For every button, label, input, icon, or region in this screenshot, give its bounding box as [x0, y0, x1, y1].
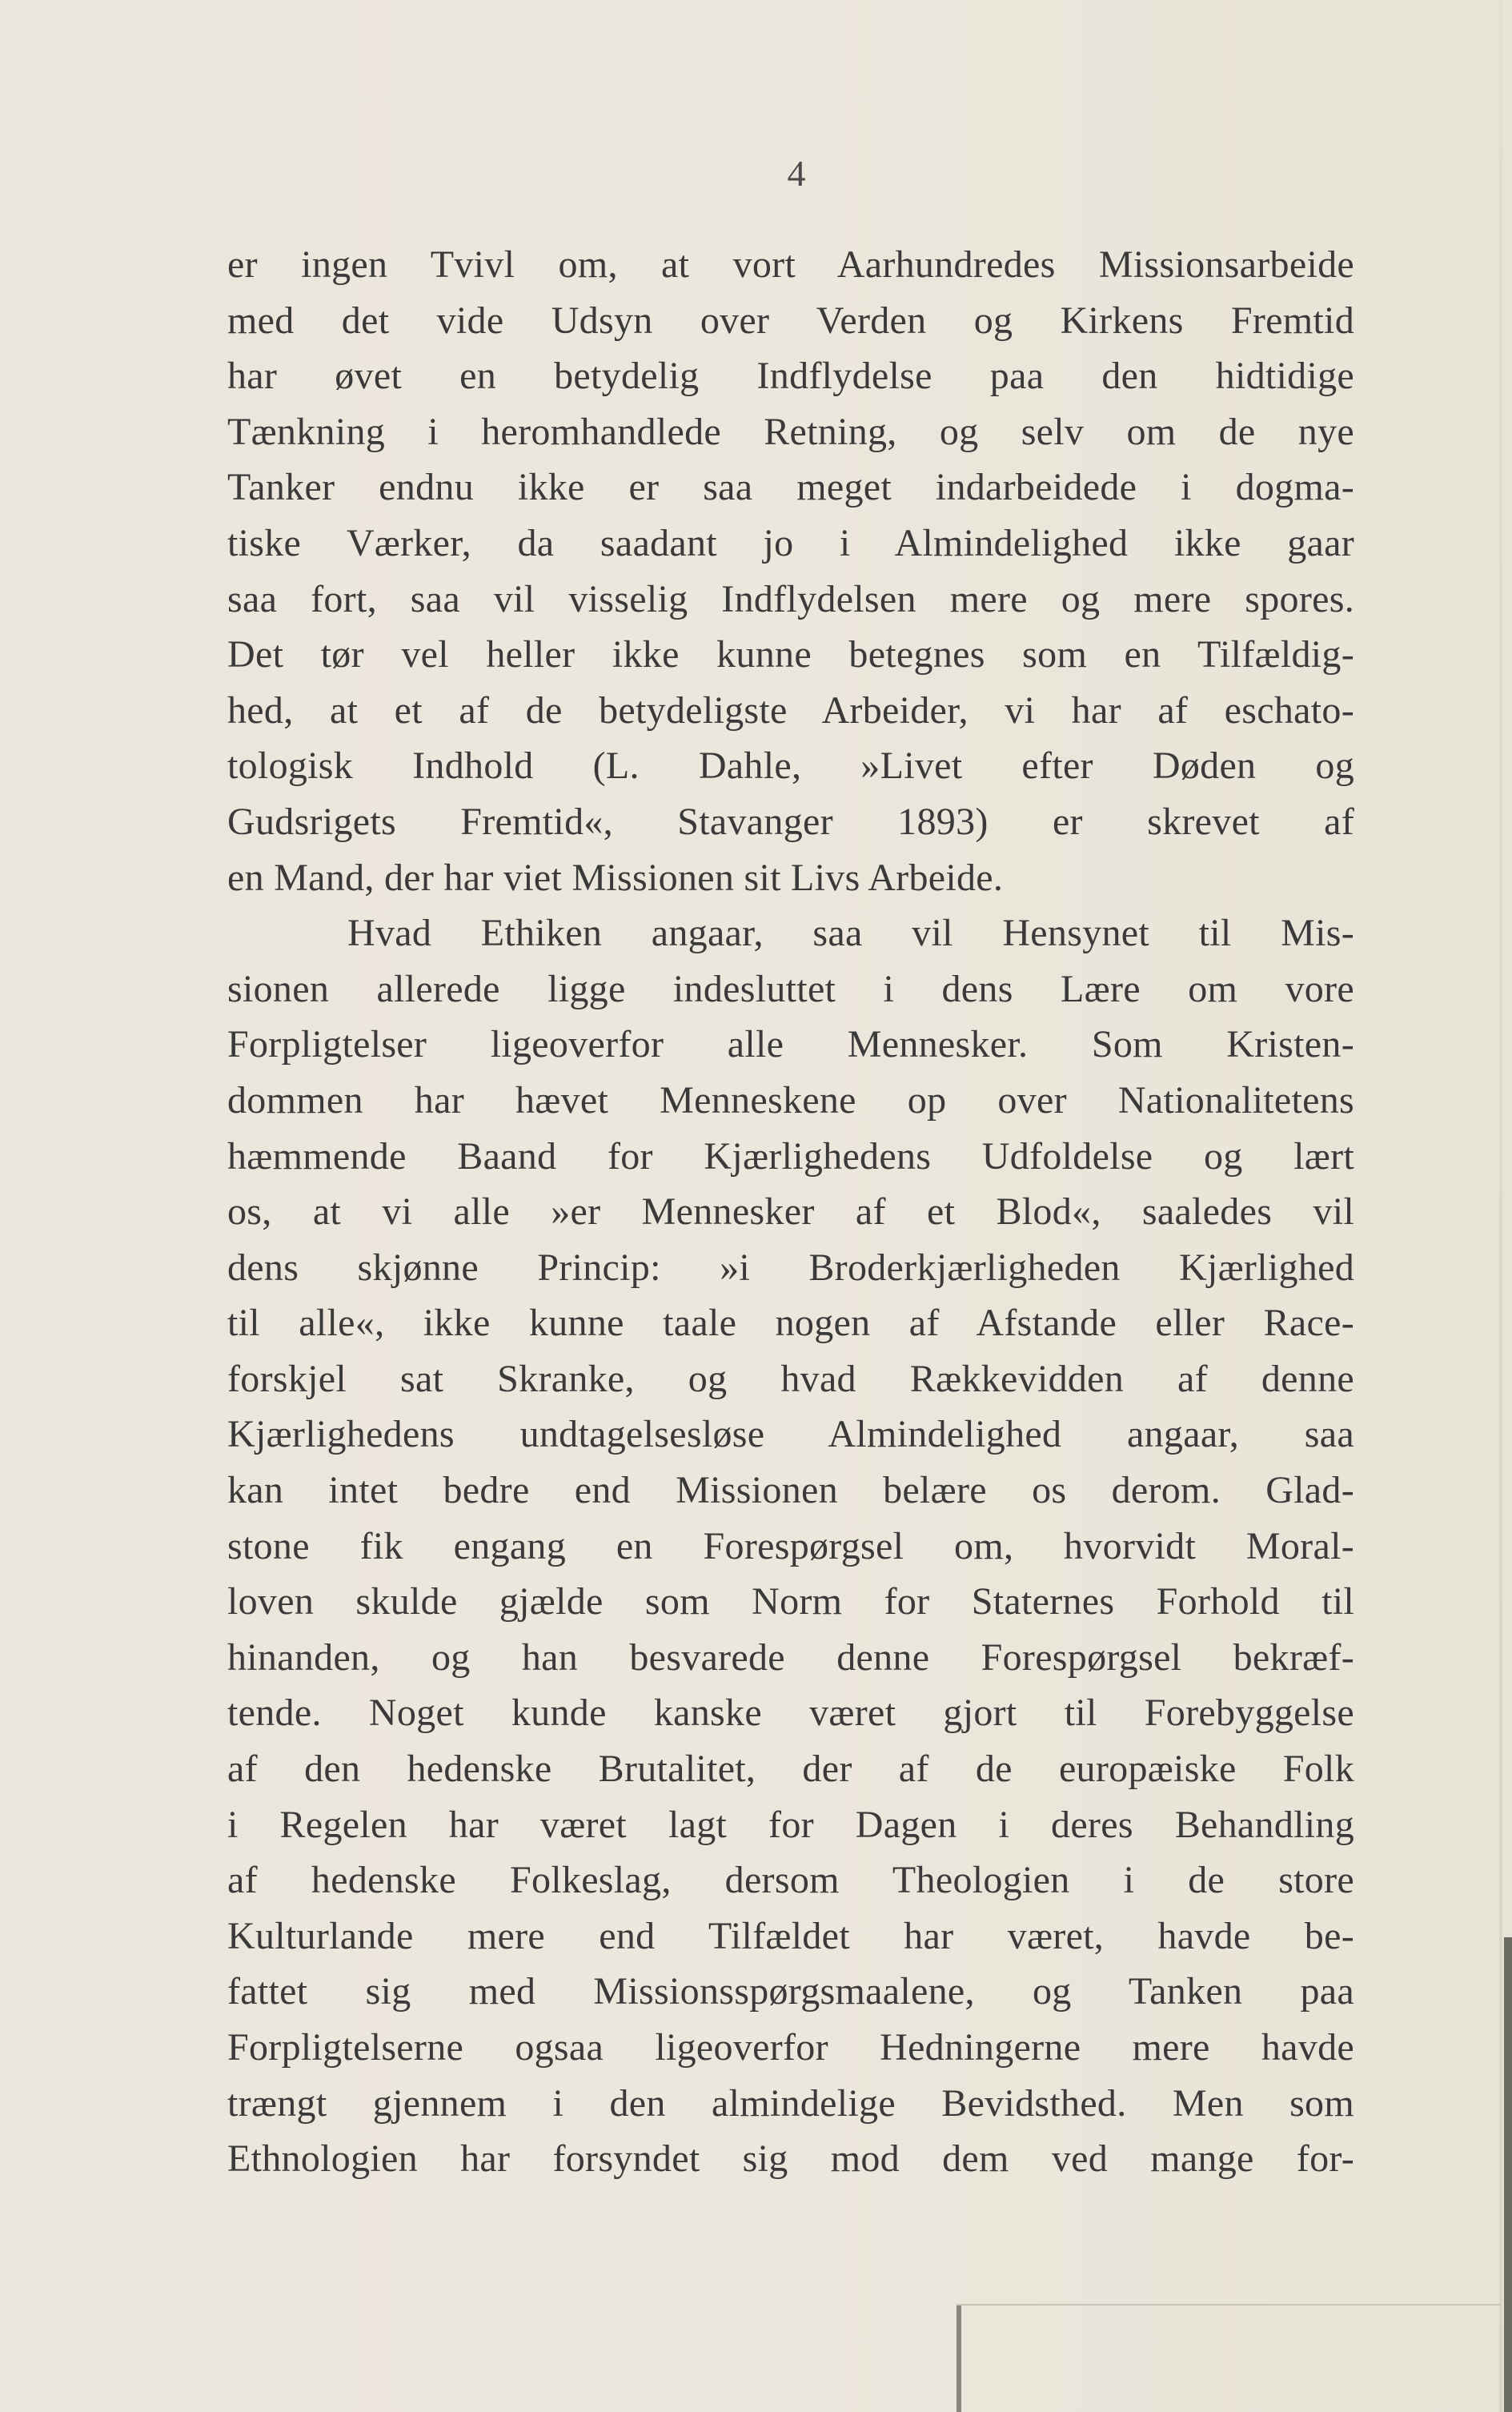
text-line: Kjærlighedens undtagelsesløse Almindelighed angaar, saa — [227, 1413, 1354, 1456]
text-line: Kulturlande mere end Tilfældet har været, havde be- — [227, 1914, 1354, 1957]
page-edge — [1499, 0, 1502, 2412]
text-line: har øvet en betydelig Indflydelse paa den hidtidige — [227, 355, 1354, 398]
insert-edge — [957, 2304, 1501, 2306]
text-line: loven skulde gjælde som Norm for Staternes Forhold til — [227, 1580, 1354, 1623]
page-edge-shadow — [1504, 1937, 1512, 2412]
text-line: os, at vi alle »er Mennesker af et Blod«, saaledes vil — [227, 1190, 1354, 1234]
text-line: fattet sig med Missionsspørgsmaalene, og Tanken paa — [227, 1970, 1354, 2013]
text-line: hinanden, og han besvarede denne Forespørgsel bekræf- — [227, 1635, 1354, 1679]
text-line: stone fik engang en Forespørgsel om, hvorvidt Moral- — [227, 1524, 1354, 1567]
text-line: Tænkning i heromhandlede Retning, og selv om de nye — [227, 410, 1354, 453]
text-line: Hvad Ethiken angaar, saa vil Hensynet til Mis- — [347, 912, 1354, 955]
text-line: hæmmende Baand for Kjærlighedens Udfoldelse og lært — [227, 1134, 1354, 1178]
text-line: af den hedenske Brutalitet, der af de europæiske Folk — [227, 1748, 1354, 1791]
text-line: saa fort, saa vil visselig Indflydelsen mere og mere spores. — [227, 577, 1354, 620]
text-line: forskjel sat Skranke, og hvad Rækkevidden af denne — [227, 1357, 1354, 1400]
text-line: Ethnologien har forsyndet sig mod dem ved mange for- — [227, 2137, 1354, 2181]
text-line: tende. Noget kunde kanske været gjort til Forebyggelse — [227, 1692, 1354, 1735]
text-line: tologisk Indhold (L. Dahle, »Livet efter Døden og — [227, 744, 1354, 788]
page-number: 4 — [787, 153, 806, 194]
text-line: til alle«, ikke kunne taale nogen af Afstande eller Race- — [227, 1302, 1354, 1345]
text-line: Forpligtelserne ogsaa ligeoverfor Hedningerne mere havde — [227, 2026, 1354, 2069]
text-line: dens skjønne Princip: »i Broderkjærligheden Kjærlighed — [227, 1246, 1354, 1289]
insert-mark — [957, 2306, 961, 2412]
text-line: kan intet bedre end Missionen belære os derom. Glad- — [227, 1469, 1354, 1512]
text-line: trængt gjennem i den almindelige Bevidsthed. Men som — [227, 2081, 1354, 2125]
text-line: hed, at et af de betydeligste Arbeider, vi har af eschato- — [227, 688, 1354, 732]
text-line: Forpligtelser ligeoverfor alle Mennesker. Som Kristen- — [227, 1023, 1354, 1066]
text-line: i Regelen har været lagt for Dagen i deres Behandling — [227, 1803, 1354, 1846]
text-line: af hedenske Folkeslag, dersom Theologien i de store — [227, 1859, 1354, 1902]
text-line: er ingen Tvivl om, at vort Aarhundredes Missionsarbeide — [227, 243, 1354, 286]
text-line: tiske Værker, da saadant jo i Almindelighed ikke gaar — [227, 521, 1354, 564]
text-line: Gudsrigets Fremtid«, Stavanger 1893) er skrevet af — [227, 800, 1354, 843]
text-line: Tanker endnu ikke er saa meget indarbeidede i dogma- — [227, 466, 1354, 509]
text-line: sionen allerede ligge indesluttet i dens Lære om vore — [227, 967, 1354, 1010]
text-line: med det vide Udsyn over Verden og Kirkens Fremtid — [227, 299, 1354, 342]
text-line: dommen har hævet Menneskene op over Nationalitetens — [227, 1078, 1354, 1122]
text-line: en Mand, der har viet Missionen sit Livs Arbeide. — [227, 856, 1004, 899]
body-text — [227, 237, 1354, 2187]
text-line: Det tør vel heller ikke kunne betegnes som en Tilfældig- — [227, 633, 1354, 676]
